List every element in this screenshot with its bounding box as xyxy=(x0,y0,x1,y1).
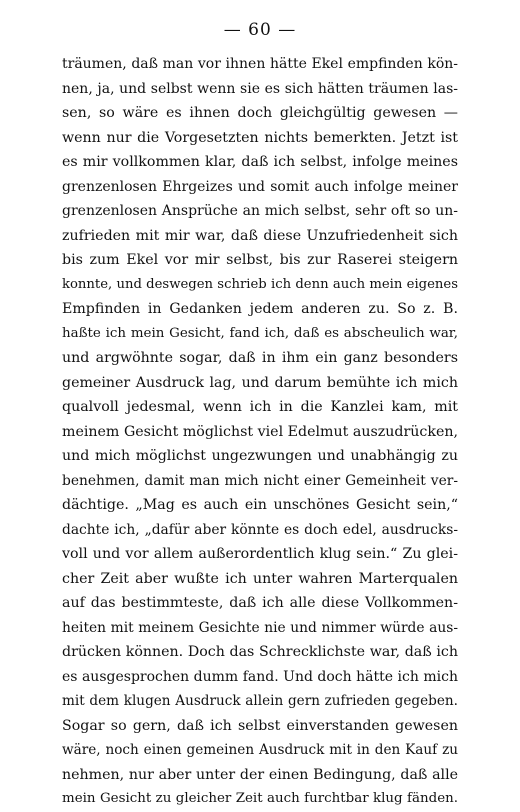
text-line: wäre, noch einen gemeinen Ausdruck mit in den Kauf zu xyxy=(62,742,458,758)
text-line: gemeiner Ausdruck lag, und darum bemühte ich mich xyxy=(62,374,458,391)
text-line: wenn nur die Vorgesetzten nichts bemerkten. Jetzt ist xyxy=(62,129,458,146)
text-line: heiten mit meinem Gesichte nie und nimmer würde aus- xyxy=(62,619,458,636)
text-line: mit dem klugen Ausdruck allein gern zufrieden gegeben. xyxy=(62,693,458,709)
text-line: drücken können. Doch das Schrecklichste war, daß ich xyxy=(62,644,458,660)
text-line: qualvoll jedesmal, wenn ich in die Kanzlei kam, mit xyxy=(62,399,458,415)
text-line: cher Zeit aber wußte ich unter wahren Marterqualen xyxy=(62,570,458,587)
text-line: benehmen, damit man mich nicht einer Gemeinheit ver- xyxy=(62,472,458,489)
text-line: bis zum Ekel vor mir selbst, bis zur Raserei steigern xyxy=(62,252,458,268)
text-line: und argwöhnte sogar, daß in ihm ein ganz besonders xyxy=(62,350,458,366)
text-line: mein Gesicht zu gleicher Zeit auch furchtbar klug fänden. xyxy=(62,791,458,806)
text-line: nehmen, nur aber unter der einen Bedingung, daß alle xyxy=(62,766,458,783)
text-line: haßte ich mein Gesicht, fand ich, daß es abscheulich war, xyxy=(62,325,458,341)
text-line: dächtige. „Mag es auch ein unschönes Gesicht sein,“ xyxy=(62,497,458,513)
text-line: dachte ich, „dafür aber könnte es doch edel, ausdrucks- xyxy=(62,521,458,538)
text-line: nen, ja, und selbst wenn sie es sich hätten träumen las- xyxy=(62,80,458,97)
text-line: auf das bestimmteste, daß ich alle diese Vollkommen- xyxy=(62,595,458,611)
text-line: konnte, und deswegen schrieb ich denn auch mein eigenes xyxy=(62,276,458,292)
text-line: sen, so wäre es ihnen doch gleichgültig gewesen — xyxy=(62,105,458,121)
text-line: es ausgesprochen dumm fand. Und doch hätte ich mich xyxy=(62,668,458,685)
text-line: zufrieden mit mir war, daß diese Unzufriedenheit sich xyxy=(62,227,458,244)
text-line: träumen, daß man vor ihnen hätte Ekel empfinden kön- xyxy=(62,56,458,72)
text-line: meinem Gesicht möglichst viel Edelmut auszudrücken, xyxy=(62,423,458,440)
text-line: Sogar so gern, daß ich selbst einverstanden gewesen xyxy=(62,717,458,734)
body-text xyxy=(62,52,458,812)
page-number: — 60 — xyxy=(223,20,297,40)
text-line: und mich möglichst ungezwungen und unabhängig zu xyxy=(62,448,458,464)
text-line: grenzenlosen Ansprüche an mich selbst, sehr oft so un- xyxy=(62,203,458,219)
text-line: es mir vollkommen klar, daß ich selbst, infolge meines xyxy=(62,154,458,170)
text-line: Empfinden in Gedanken jedem anderen zu. So z. B. xyxy=(62,301,458,317)
text-line: grenzenlosen Ehrgeizes und somit auch infolge meiner xyxy=(62,178,458,195)
text-line: voll und vor allem außerordentlich klug sein.“ Zu glei- xyxy=(62,546,458,562)
